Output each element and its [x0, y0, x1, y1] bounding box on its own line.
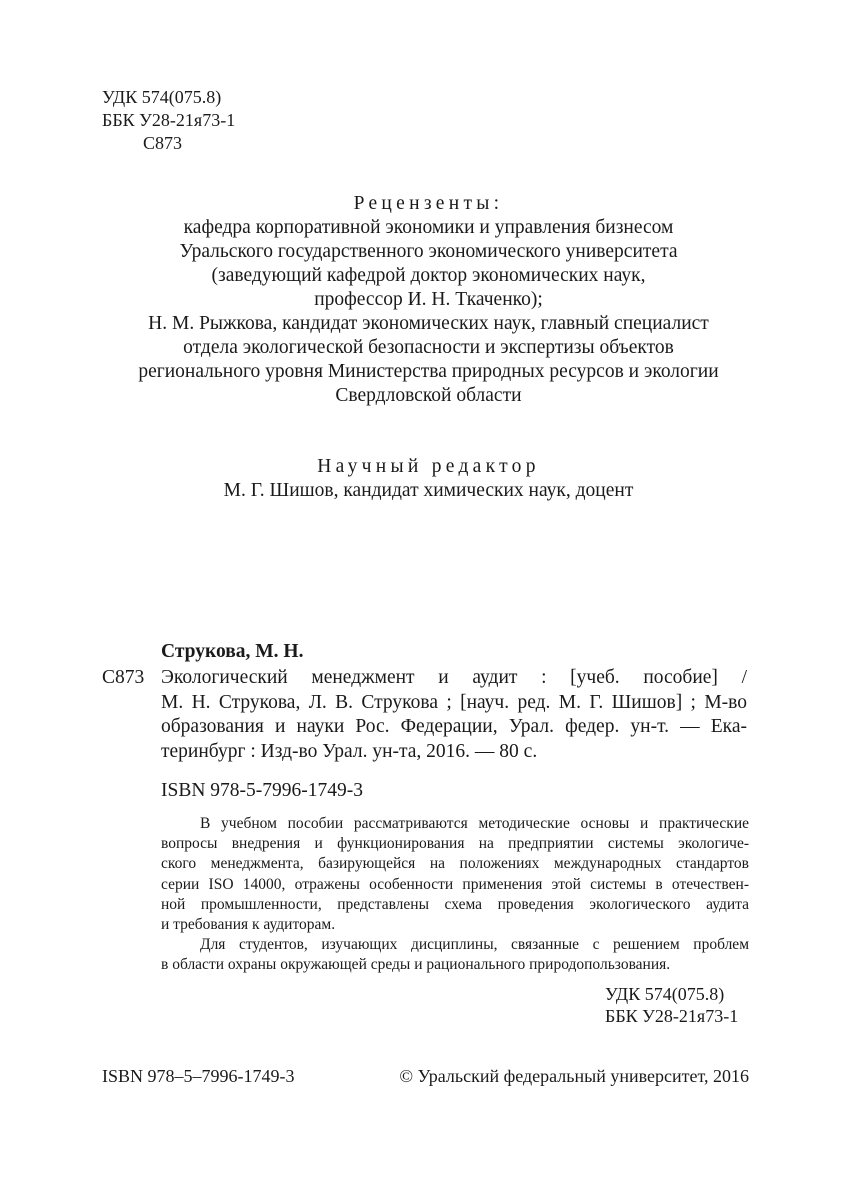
catalog-line: теринбург : Изд-во Урал. ун-та, 2016. — 80 с. — [161, 740, 538, 762]
annotation-line: серии ISO 14000, отражены особенности применения этой системы в отечествен- — [161, 875, 749, 893]
annotation-line: Для студентов, изучающих дисциплины, связанные с решением проблем — [200, 936, 749, 954]
annotation-line: вопросы внедрения и функционирования на предприятии системы экологиче- — [161, 835, 749, 853]
annotation-line: В учебном пособии рассматриваются методические основы и практические — [200, 815, 749, 832]
editor-block — [0, 455, 857, 503]
catalog-author: Струкова, М. Н. — [161, 641, 304, 662]
catalog-isbn: ISBN 978-5-7996-1749-3 — [161, 780, 364, 801]
annotation-line: ной промышленности, представлены схема проведения экологического аудита — [161, 895, 749, 913]
reviewers-block — [0, 192, 857, 408]
annotation-block — [161, 814, 749, 976]
author-sign-top: С873 — [143, 133, 183, 153]
catalog-sign: С873 — [102, 667, 145, 688]
reviewer-line: Свердловской области — [335, 385, 522, 406]
reviewer-line: регионального уровня Министерства природных ресурсов и экологии — [138, 361, 719, 382]
reviewer-line: Уральского государственного экономического университета — [179, 241, 678, 262]
reviewer-line: Н. М. Рыжкова, кандидат экономических наук, главный специалист — [148, 313, 709, 334]
reviewers-heading: Рецензенты: — [353, 193, 504, 214]
footer-copyright: © Уральский федеральный университет, 2016 — [399, 1066, 749, 1086]
catalog-line: образования и науки Рос. Федерации, Урал. федер. ун-т. — Ека- — [161, 716, 747, 737]
udk-bottom: УДК 574(075.8) — [605, 984, 725, 1004]
catalog-line: Экологический менеджмент и аудит : [учеб. пособие] / — [161, 667, 747, 688]
bbk-bottom: ББК У28-21я73-1 — [605, 1006, 739, 1026]
annotation-line: ского менеджмента, базирующейся на положениях международных стандартов — [161, 855, 749, 873]
footer-isbn: ISBN 978–5–7996-1749-3 — [102, 1066, 295, 1086]
reviewer-line: кафедра корпоративной экономики и управления бизнесом — [183, 217, 674, 238]
bbk-top: ББК У28-21я73-1 — [102, 110, 236, 130]
reviewer-line: отдела экологической безопасности и экспертизы объектов — [183, 337, 674, 358]
reviewer-line: (заведующий кафедрой доктор экономических наук, — [211, 265, 646, 286]
udk-top: УДК 574(075.8) — [102, 87, 222, 107]
editor-name: М. Г. Шишов, кандидат химических наук, доцент — [223, 480, 634, 501]
catalog-description — [161, 666, 747, 764]
annotation-line: и требования к аудиторам. — [161, 916, 336, 934]
reviewer-line: профессор И. Н. Ткаченко); — [314, 289, 543, 310]
annotation-line: в области охраны окружающей среды и рационального природопользования. — [161, 956, 671, 974]
catalog-line: М. Н. Струкова, Л. В. Струкова ; [науч. ред. М. Г. Шишов] ; М-во — [161, 691, 747, 713]
editor-heading: Научный редактор — [317, 456, 540, 477]
